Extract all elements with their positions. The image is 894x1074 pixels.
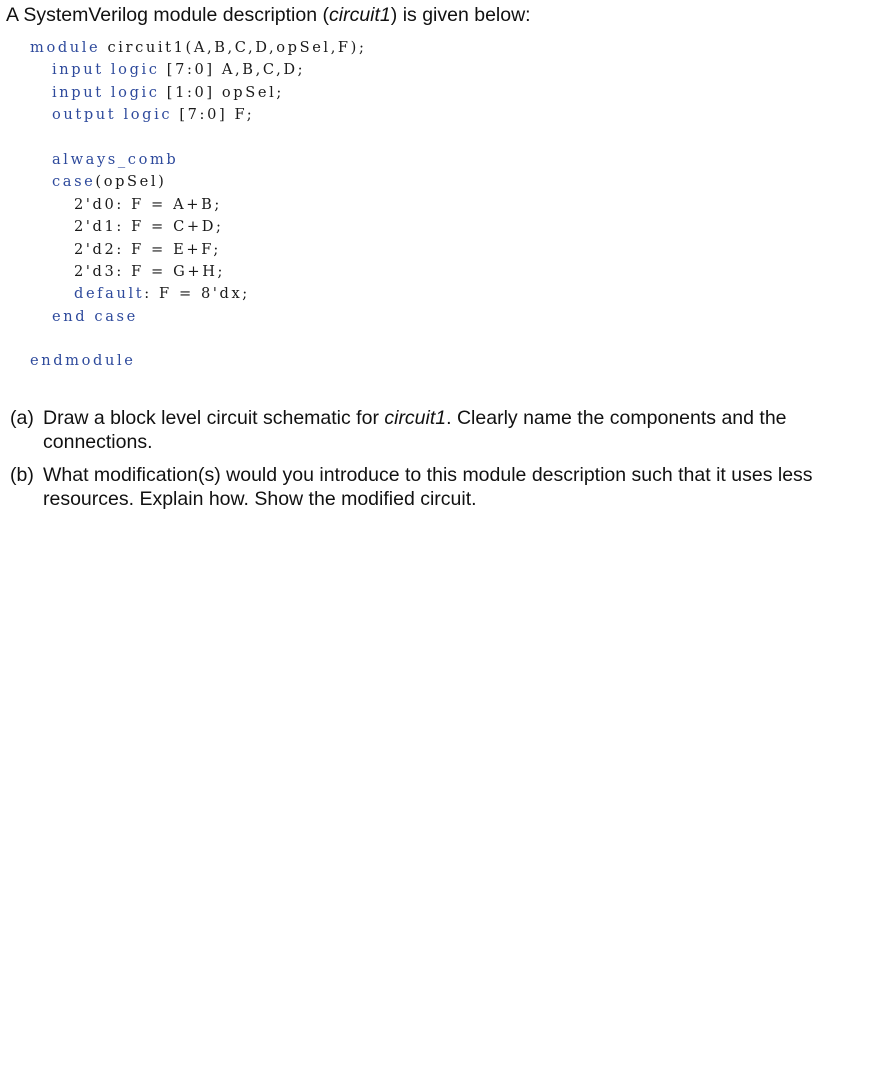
intro-text-after: ) is given below: <box>390 4 531 26</box>
code-line-endcase <box>30 306 366 328</box>
question-a <box>10 406 830 454</box>
code-text: [7:0] F; <box>172 106 255 124</box>
question-b <box>10 463 830 511</box>
code-keyword: output logic <box>52 106 173 124</box>
code-text: circuit1(A,B,C,D,opSel,F); <box>100 39 367 56</box>
code-blank-line <box>30 328 366 350</box>
code-keyword: always_comb <box>52 150 179 168</box>
question-label: (a) <box>10 407 34 429</box>
code-line-case <box>30 171 366 193</box>
question-module-name: circuit1 <box>384 407 447 429</box>
code-blank-line <box>30 127 366 149</box>
code-line-case-3: 2'd3: F = G+H; <box>74 262 226 280</box>
intro-module-name: circuit1 <box>329 4 391 26</box>
code-keyword: default <box>74 285 145 303</box>
code-line-module <box>30 37 366 59</box>
code-keyword: input logic <box>52 83 160 101</box>
question-label: (b) <box>10 464 34 486</box>
code-block <box>30 37 366 373</box>
code-line-case-2: 2'd2: F = E+F; <box>74 240 221 258</box>
code-line-input-1 <box>30 59 366 81</box>
code-text: [1:0] opSel; <box>159 83 284 101</box>
code-text: (opSel) <box>95 173 167 191</box>
code-line-endmodule <box>30 350 366 372</box>
question-text: Draw a block level circuit schematic for <box>43 407 385 429</box>
code-line-always <box>30 149 366 171</box>
code-line-input-2 <box>30 82 366 104</box>
code-keyword: end case <box>52 307 138 325</box>
code-keyword: case <box>52 173 96 191</box>
code-keyword: endmodule <box>30 352 136 370</box>
code-text: : F = 8'dx; <box>144 285 250 303</box>
question-text: What modification(s) would you introduce to this module description such that it uses less resources. Explain how. Show the modified circuit. <box>43 464 813 510</box>
code-keyword: module <box>30 39 101 56</box>
code-line-case-1: 2'd1: F = C+D; <box>74 218 224 236</box>
intro-sentence <box>6 3 531 27</box>
code-line-output <box>30 104 366 126</box>
code-line-default <box>30 283 366 305</box>
code-keyword: input logic <box>52 61 160 79</box>
question-text: . Clearly name the components and the connections. <box>43 407 787 453</box>
code-text: [7:0] A,B,C,D; <box>159 61 306 79</box>
intro-text-before: A SystemVerilog module description ( <box>6 4 329 26</box>
question-list <box>10 406 830 520</box>
code-line-case-0: 2'd0: F = A+B; <box>74 195 222 213</box>
